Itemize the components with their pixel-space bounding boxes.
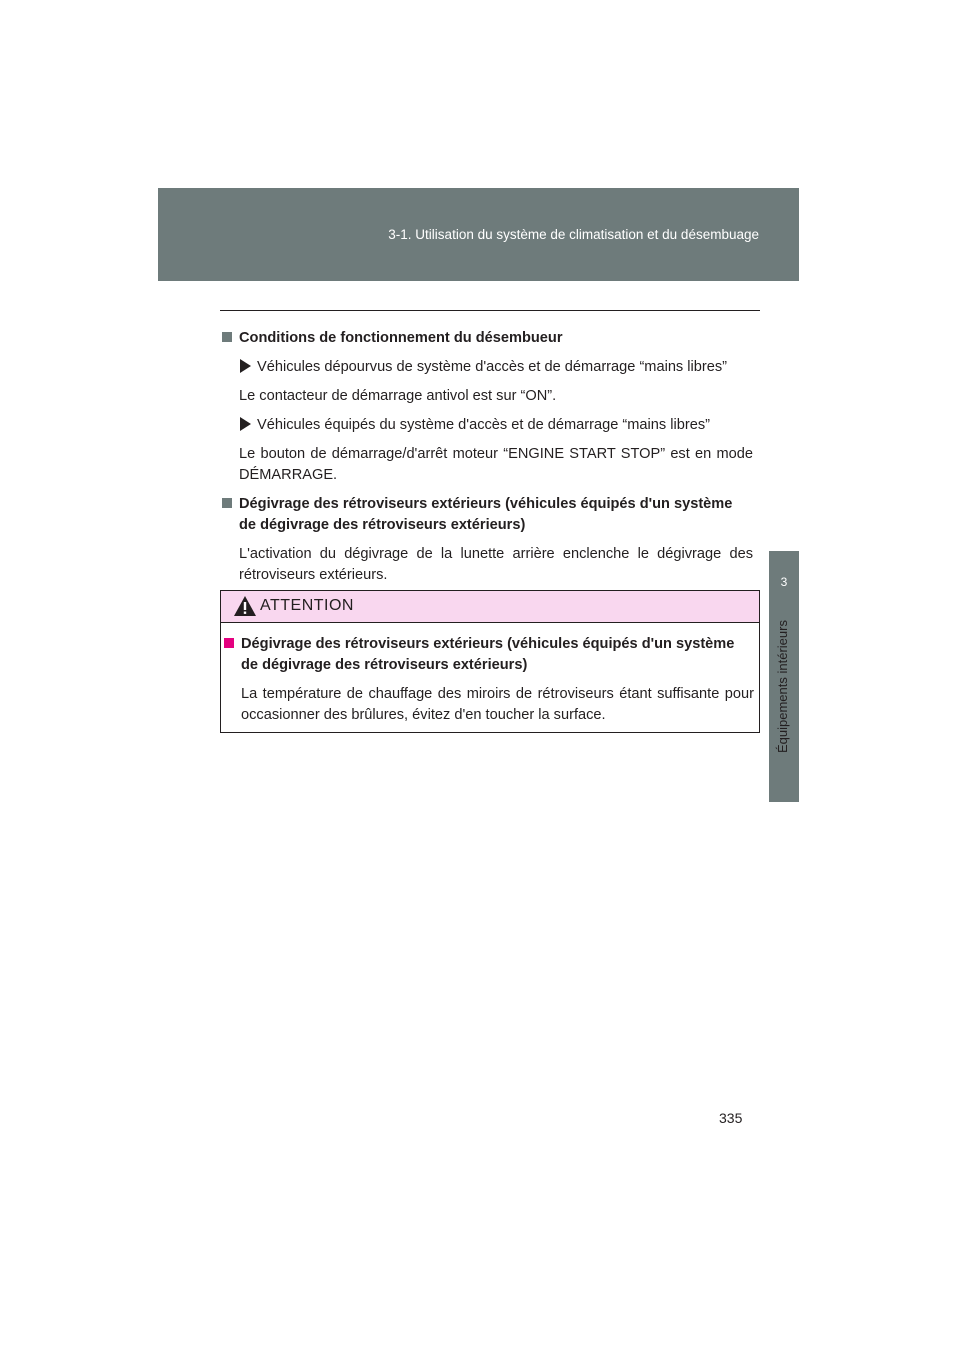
chapter-number: 3 — [780, 575, 788, 589]
triangle-bullet-icon — [240, 359, 251, 373]
condition-text: Le contacteur de démarrage antivol est sur “ON”. — [239, 388, 557, 404]
page-number: 335 — [719, 1110, 743, 1126]
top-rule — [220, 310, 760, 311]
condition-label: Véhicules équipés du système d'accès et de démarrage “mains libres” — [240, 415, 753, 436]
section-heading: Conditions de fonctionnement du désembueur — [222, 328, 753, 349]
warning-header — [221, 591, 759, 623]
square-bullet-icon — [222, 498, 232, 508]
condition-text: Le bouton de démarrage/d'arrêt moteur “ENGINE START STOP” est en mode DÉMARRAGE. — [239, 446, 753, 483]
section-heading: Dégivrage des rétroviseurs extérieurs (véhicules équipés d'un système de dégivrage des rétroviseurs extérieurs) — [222, 494, 753, 536]
section-text: L'activation du dégivrage de la lunette arrière enclenche le dégivrage des rétroviseurs extérieurs. — [239, 546, 753, 583]
warning-heading: Dégivrage des rétroviseurs extérieurs (véhicules équipés d'un système de dégivrage des rétroviseurs extérieurs) — [224, 634, 754, 676]
chapter-label: Équipements intérieurs — [775, 620, 790, 753]
main-content — [222, 328, 753, 586]
section-title: 3-1. Utilisation du système de climatisation et du désembuage — [388, 227, 759, 242]
square-bullet-icon — [222, 332, 232, 342]
warning-box — [220, 590, 760, 733]
warning-triangle-icon — [233, 595, 257, 617]
warning-text: La température de chauffage des miroirs de rétroviseurs étant suffisante pour occasionner des brûlures, évitez d'en toucher la surface. — [241, 686, 754, 723]
triangle-bullet-icon — [240, 417, 251, 431]
square-bullet-icon — [224, 638, 234, 648]
warning-body — [224, 634, 754, 726]
condition-label: Véhicules dépourvus de système d'accès et de démarrage “mains libres” — [240, 357, 753, 378]
warning-label: ATTENTION — [260, 597, 354, 614]
header-band — [158, 188, 799, 281]
